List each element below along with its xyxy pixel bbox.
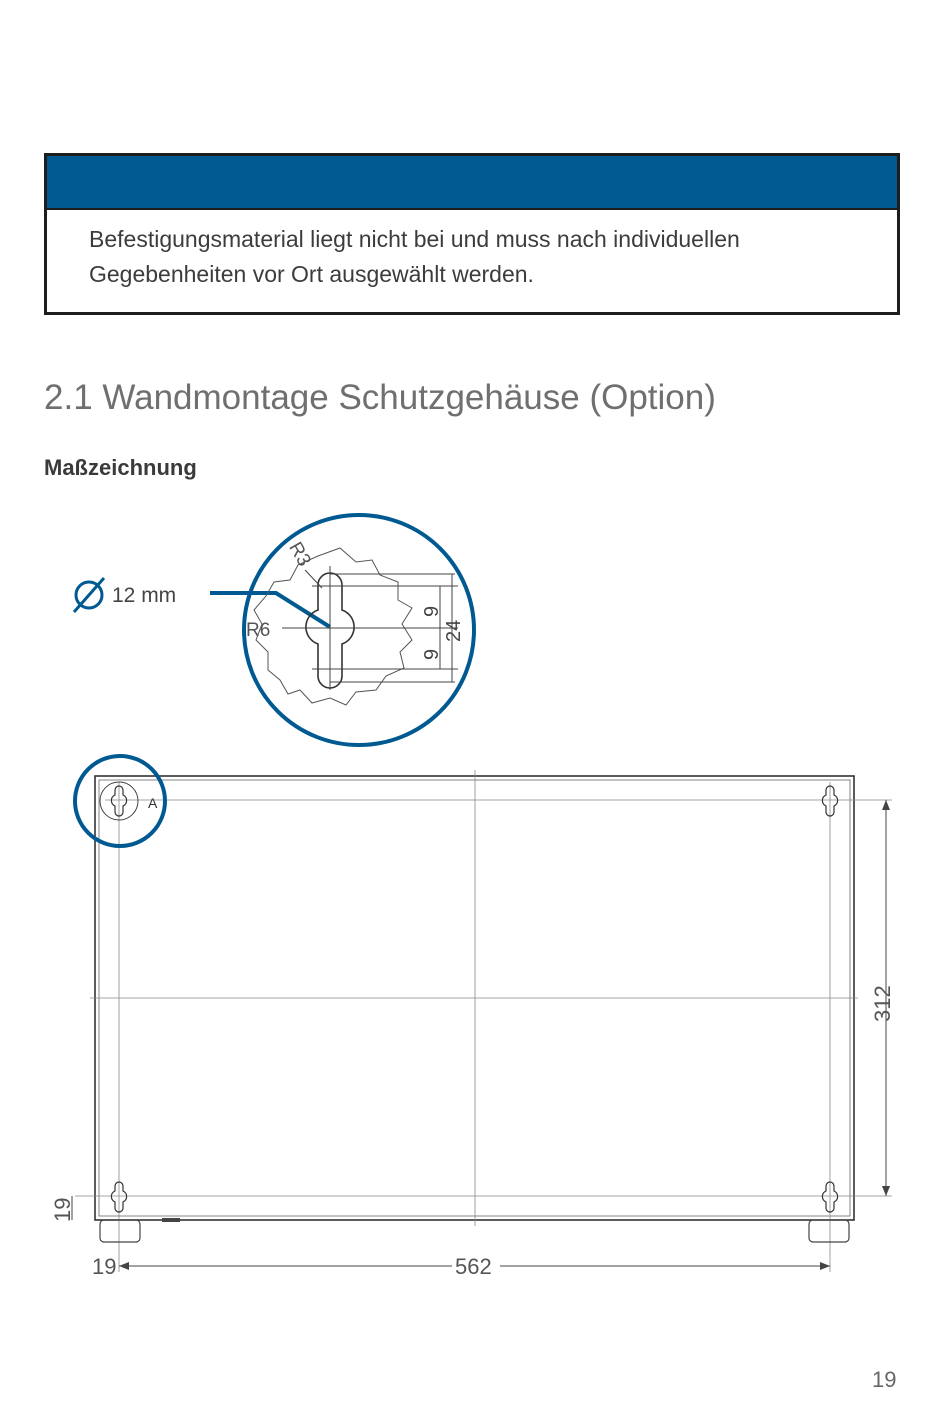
foot-right bbox=[809, 1220, 849, 1242]
arrow-width-right bbox=[820, 1262, 830, 1270]
cable-gland bbox=[162, 1218, 180, 1222]
dim-total-label: 24 bbox=[443, 619, 465, 642]
arrow-height-top bbox=[882, 800, 890, 810]
dim-offset-bottom-label: 19 bbox=[50, 1197, 75, 1222]
note-line-1: Befestigungsmaterial liegt nicht bei und muss nach individuellen bbox=[89, 226, 740, 252]
arrow-height-bottom bbox=[882, 1186, 890, 1196]
note-line-2: Gegebenheiten vor Ort ausgewählt werden. bbox=[89, 261, 534, 287]
page-number: 19 bbox=[872, 1367, 897, 1392]
dim-height-label: 312 bbox=[870, 985, 895, 1022]
detail-marker-label: A bbox=[148, 795, 158, 811]
diameter-label: 12 mm bbox=[112, 584, 177, 607]
dim-offset-left-label: 19 bbox=[92, 1254, 117, 1279]
dim-upper-label: 9 bbox=[421, 605, 443, 617]
radius-large-label: R6 bbox=[246, 620, 271, 641]
drawing-subtitle: Maßzeichnung bbox=[44, 455, 197, 480]
diameter-icon bbox=[74, 578, 104, 612]
detail-view bbox=[74, 515, 474, 745]
arrow-width-left bbox=[119, 1262, 129, 1270]
foot-left bbox=[100, 1220, 140, 1242]
section-title: 2.1 Wandmontage Schutzgehäuse (Option) bbox=[44, 378, 716, 417]
dim-lower-label: 9 bbox=[421, 648, 443, 660]
dim-width-label: 562 bbox=[455, 1254, 492, 1279]
enclosure-front-view bbox=[50, 756, 895, 1279]
detail-plate-outline bbox=[254, 548, 412, 705]
radius-small-label: R3 bbox=[284, 538, 315, 571]
